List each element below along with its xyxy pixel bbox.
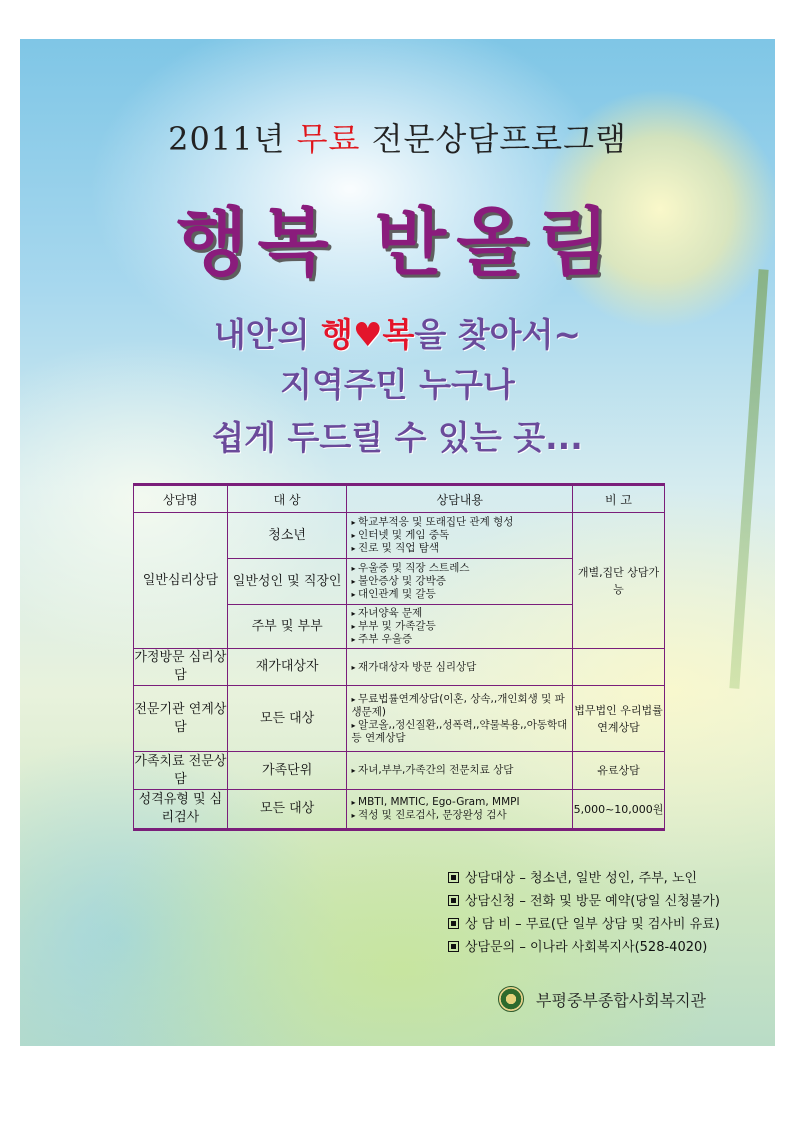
table-header: 대 상 (227, 485, 347, 513)
list-item: ▸ 인터넷 및 게임 중독 (351, 529, 568, 542)
table-cell-content (347, 649, 573, 686)
table-cell-target: 청소년 (227, 513, 347, 559)
year-text: 2011년 (168, 120, 286, 158)
note-text: 상 담 비 – 무료(단 일부 상담 및 검사비 유료) (465, 917, 720, 932)
organization-name: 부평중부종합사회복지관 (536, 990, 707, 1010)
list-item: ▸ 적성 및 진로검사, 문장완성 검사 (351, 809, 568, 822)
list-item: ▸ 대인관계 및 갈등 (351, 588, 568, 601)
table-cell-content (347, 790, 573, 830)
square-bullet-icon (448, 918, 459, 929)
poster (20, 39, 775, 1046)
square-bullet-icon (448, 941, 459, 952)
table-cell-target: 일반성인 및 직장인 (227, 559, 347, 605)
slogan-text: 을 찾아서~ (414, 315, 582, 354)
table-row (134, 649, 665, 686)
note-item (448, 913, 720, 936)
list-item: ▸ 우울증 및 직장 스트레스 (351, 562, 568, 575)
table-cell-name: 성격유형 및 심리검사 (134, 790, 228, 830)
table-header: 비 고 (573, 485, 665, 513)
table-cell-target: 모든 대상 (227, 686, 347, 752)
note-text: 상담대상 – 청소년, 일반 성인, 주부, 노인 (465, 871, 698, 886)
table-header-row (134, 485, 665, 513)
list-item: ▸ 자녀,부부,가족간의 전문치료 상담 (351, 764, 568, 777)
table-cell-note: 유료상담 (573, 752, 665, 790)
table-header: 상담명 (134, 485, 228, 513)
table-cell-name: 전문기관 연계상담 (134, 686, 228, 752)
table-cell-content (347, 686, 573, 752)
counseling-table (133, 483, 665, 831)
note-item (448, 890, 720, 913)
list-item: ▸ 진로 및 직업 탐색 (351, 542, 568, 555)
square-bullet-icon (448, 895, 459, 906)
table-cell-content (347, 559, 573, 605)
program-subtitle (20, 114, 775, 160)
table-cell-name: 가정방문 심리상담 (134, 649, 228, 686)
slogan-highlight: 복 (382, 315, 415, 354)
table-cell-content (347, 605, 573, 649)
list-item: ▸ 알코올,,정신질환,,성폭력,,약물복용,,아동학대 등 연계상담 (351, 719, 568, 745)
table-cell-target: 모든 대상 (227, 790, 347, 830)
slogan-highlight: 행 (321, 315, 353, 354)
table-cell-name: 일반심리상담 (134, 513, 228, 649)
program-text: 전문상담프로그램 (371, 120, 627, 158)
list-item: ▸ 부부 및 가족갈등 (351, 620, 568, 633)
slogan-line-3: 쉽게 두드릴 수 있는 곳... (212, 418, 583, 457)
info-notes (448, 867, 720, 959)
table-row (134, 790, 665, 830)
square-bullet-icon (448, 872, 459, 883)
slogan-line-1 (20, 309, 775, 356)
table-cell-content (347, 513, 573, 559)
table-cell-target: 재가대상자 (227, 649, 347, 686)
note-text: 상담신청 – 전화 및 방문 예약(당일 신청불가) (465, 894, 720, 909)
table-row (134, 686, 665, 752)
list-item: ▸ 무료법률연계상담(이혼, 상속,,개인회생 및 파생문제) (351, 693, 568, 719)
list-item: ▸ MBTI, MMTIC, Ego-Gram, MMPI (351, 796, 568, 809)
table-row (134, 513, 665, 559)
table-cell-note (573, 649, 665, 686)
table-cell-note: 5,000~10,000원 (573, 790, 665, 830)
table-row (134, 752, 665, 790)
list-item: ▸ 불안증상 및 강박증 (351, 575, 568, 588)
slogan-text: 내안의 (213, 315, 322, 354)
main-title: 행복 반올림 (175, 200, 620, 286)
table-cell-content (347, 752, 573, 790)
list-item: ▸ 자녀양육 문제 (351, 607, 568, 620)
organization (498, 984, 706, 1014)
table-cell-target: 가족단위 (227, 752, 347, 790)
table-cell-note: 법무법인 우리법률 연계상담 (573, 686, 665, 752)
list-item: ▸ 학교부적응 및 또래집단 관계 형성 (351, 516, 568, 529)
heart-icon: ♥ (352, 315, 383, 354)
note-item (448, 936, 720, 959)
slogan-line-2: 지역주민 누구나 (280, 365, 515, 404)
free-text: 무료 (296, 120, 361, 158)
table-cell-target: 주부 및 부부 (227, 605, 347, 649)
welfare-center-logo (498, 986, 524, 1012)
note-text: 상담문의 – 이나라 사회복지사(528-4020) (465, 940, 708, 955)
table-header: 상담내용 (347, 485, 573, 513)
table-cell-name: 가족치료 전문상담 (134, 752, 228, 790)
note-item (448, 867, 720, 890)
table-cell-note: 개별,집단 상담가능 (573, 513, 665, 649)
list-item: ▸ 주부 우울증 (351, 633, 568, 646)
list-item: ▸ 재가대상자 방문 심리상담 (351, 661, 568, 674)
